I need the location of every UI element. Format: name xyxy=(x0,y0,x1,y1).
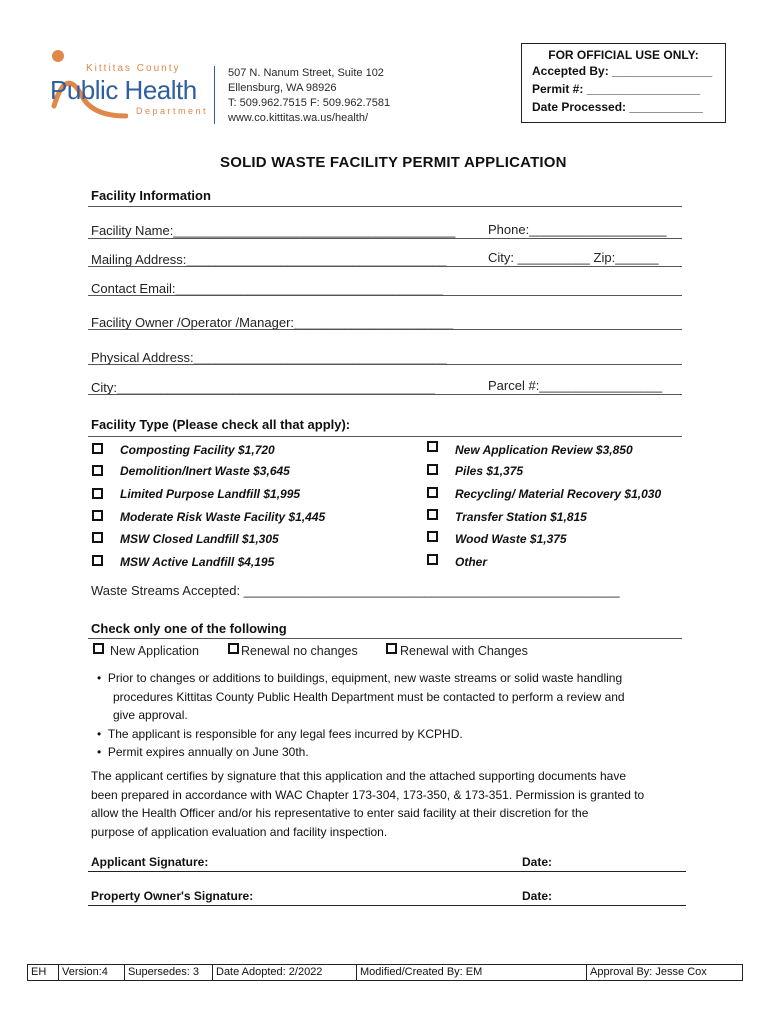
footer-modified: Modified/Created By: EM xyxy=(357,965,587,980)
divider xyxy=(88,206,682,207)
contact-email-field[interactable]: Contact Email:_____________________________________ xyxy=(91,281,444,296)
checkbox-other[interactable] xyxy=(427,554,438,565)
option-piles: Piles $1,375 xyxy=(455,464,524,478)
divider xyxy=(88,329,682,330)
option-new-application-review: New Application Review $3,850 xyxy=(455,443,633,457)
option-renewal-with-changes: Renewal with Changes xyxy=(400,644,528,658)
checkbox-moderate-risk[interactable] xyxy=(92,510,103,521)
applicant-signature-label: Applicant Signature: xyxy=(91,855,209,869)
parcel-field[interactable]: Parcel #:_________________ xyxy=(488,378,663,393)
checkbox-msw-active[interactable] xyxy=(92,555,103,566)
option-msw-active: MSW Active Landfill $4,195 xyxy=(120,555,275,569)
footer-date-adopted: Date Adopted: 2/2022 xyxy=(213,965,357,980)
address-line2: Ellensburg, WA 98926 xyxy=(228,82,337,94)
checkbox-recycling[interactable] xyxy=(427,487,438,498)
checkbox-transfer-station[interactable] xyxy=(427,509,438,520)
permit-number-field: Permit #: _________________ xyxy=(532,82,701,96)
owner-operator-field[interactable]: Facility Owner /Operator /Manager:______________________ xyxy=(91,315,454,330)
facility-name-field[interactable]: Facility Name:_______________________________________ xyxy=(91,223,456,238)
footer-version: Version:4 xyxy=(59,965,125,980)
option-recycling: Recycling/ Material Recovery $1,030 xyxy=(455,487,662,501)
checkbox-demolition[interactable] xyxy=(92,465,103,476)
logo xyxy=(48,48,208,123)
website-link[interactable]: www.co.kittitas.wa.us/health/ xyxy=(228,112,369,124)
checkbox-limited-purpose[interactable] xyxy=(92,488,103,499)
option-new-application: New Application xyxy=(110,644,199,658)
divider xyxy=(88,266,682,267)
official-use-title: FOR OFFICIAL USE ONLY: xyxy=(548,48,699,62)
bullet-icon: • xyxy=(97,671,108,685)
certification-text: The applicant certifies by signature that this application and the attached supporting documents have been prepared in accordance with WAC Chapter 173-304, 173-350, & 173-351. Permission is granted to allow the Health Officer and/or his representative to enter said facility at their discretion for the purpose of application evaluation and facility inspection. xyxy=(91,769,645,839)
list-item: • Permit expires annually on June 30th. xyxy=(97,745,309,759)
option-msw-closed: MSW Closed Landfill $1,305 xyxy=(120,532,279,546)
footer-approval: Approval By: Jesse Cox xyxy=(590,966,707,978)
list-item: • Prior to changes or additions to buildings, equipment, new waste streams or solid waste handling xyxy=(97,671,623,685)
address-block xyxy=(228,66,390,126)
applicant-signature-line[interactable] xyxy=(88,871,686,872)
bullet-list xyxy=(97,669,687,762)
city-zip-field[interactable]: City: __________ Zip:______ xyxy=(488,250,659,265)
owner-date-label: Date: xyxy=(522,889,553,903)
phone-field[interactable]: Phone:___________________ xyxy=(488,222,667,237)
option-limited-purpose: Limited Purpose Landfill $1,995 xyxy=(120,487,301,501)
divider xyxy=(88,638,682,639)
logo-department: Department xyxy=(136,106,209,116)
checkbox-renewal-no-changes[interactable] xyxy=(228,643,239,654)
owner-signature-label: Property Owner's Signature: xyxy=(91,889,254,903)
logo-county: Kittitas County xyxy=(86,63,181,74)
bullet-icon: • xyxy=(97,726,108,741)
checkbox-renewal-with-changes[interactable] xyxy=(386,643,397,654)
option-other: Other xyxy=(455,555,488,569)
physical-city-field[interactable]: City:____________________________________________ xyxy=(91,380,436,395)
page-title: SOLID WASTE FACILITY PERMIT APPLICATION xyxy=(220,154,567,171)
footer-table xyxy=(27,964,743,981)
owner-signature-line[interactable] xyxy=(88,905,686,906)
list-item: • The applicant is responsible for any legal fees incurred by KCPHD. xyxy=(97,726,463,741)
bullet-icon: • xyxy=(97,745,108,759)
list-item-continuation: give approval. xyxy=(113,708,188,722)
facility-info-heading: Facility Information xyxy=(91,188,211,203)
divider xyxy=(88,436,682,437)
physical-address-field[interactable]: Physical Address:___________________________________ xyxy=(91,350,447,365)
date-processed-field: Date Processed: ___________ xyxy=(532,100,703,114)
checkbox-piles[interactable] xyxy=(427,464,438,475)
option-composting: Composting Facility $1,720 xyxy=(120,443,275,457)
applicant-date-label: Date: xyxy=(522,855,553,869)
header-divider xyxy=(214,66,215,124)
list-item-continuation: procedures Kittitas County Public Health Department must be contacted to perform a review and xyxy=(113,689,625,704)
footer-eh: EH xyxy=(28,965,59,980)
divider xyxy=(88,394,682,395)
checkbox-msw-closed[interactable] xyxy=(92,532,103,543)
checkbox-composting[interactable] xyxy=(92,443,103,454)
checkbox-new-application-review[interactable] xyxy=(427,441,438,452)
waste-streams-field[interactable]: Waste Streams Accepted: ____________________________________________________ xyxy=(91,583,620,598)
option-wood-waste: Wood Waste $1,375 xyxy=(455,532,567,546)
option-moderate-risk: Moderate Risk Waste Facility $1,445 xyxy=(120,510,326,524)
mailing-address-field[interactable]: Mailing Address:____________________________________ xyxy=(91,252,447,267)
address-line1: 507 N. Nanum Street, Suite 102 xyxy=(228,67,384,79)
divider xyxy=(88,295,682,296)
checkbox-new-application[interactable] xyxy=(93,643,104,654)
checkbox-wood-waste[interactable] xyxy=(427,531,438,542)
facility-type-heading: Facility Type (Please check all that apply): xyxy=(91,417,351,432)
official-use-box xyxy=(521,43,726,123)
divider xyxy=(88,364,682,365)
option-transfer-station: Transfer Station $1,815 xyxy=(455,510,587,524)
option-demolition: Demolition/Inert Waste $3,645 xyxy=(120,464,290,478)
accepted-by-field: Accepted By: _______________ xyxy=(532,64,713,78)
phone-fax: T: 509.962.7515 F: 509.962.7581 xyxy=(228,97,391,109)
footer-supersedes: Supersedes: 3 xyxy=(125,965,213,980)
option-renewal-no-changes: Renewal no changes xyxy=(241,644,358,658)
divider xyxy=(88,238,682,239)
logo-main: Public Health xyxy=(50,75,197,105)
check-one-heading: Check only one of the following xyxy=(91,621,287,636)
